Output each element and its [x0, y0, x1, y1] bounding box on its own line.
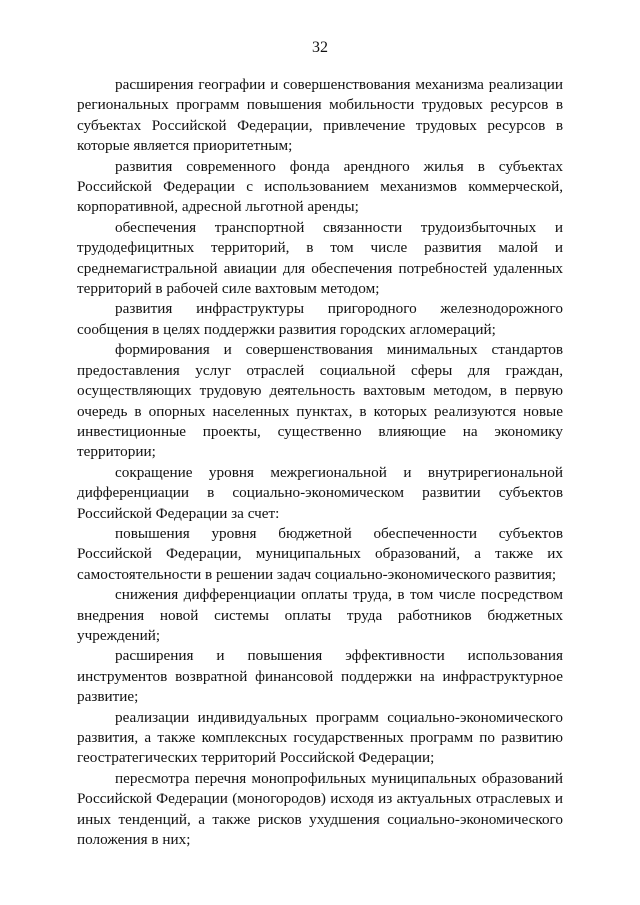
page-number: 32 [312, 39, 328, 56]
paragraph: расширения и повышения эффективности использования инструментов возвратной финансовой поддержки на инфраструктурное развитие; [77, 647, 563, 706]
paragraph: расширения географии и совершенствования механизма реализации региональных программ повышения мобильности трудовых ресурсов в субъектах Российской Федерации, привлечение трудовых ресурсов в которые является приоритетным; [77, 76, 563, 155]
paragraph: обеспечения транспортной связанности трудоизбыточных и трудодефицитных территорий, в том числе развития малой и среднемагистральной авиации для обеспечения потребностей удаленных территорий в рабочей силе вахтовым методом; [77, 218, 563, 298]
paragraph: формирования и совершенствования минимальных стандартов предоставления услуг отраслей социальной сферы для граждан, осуществляющих трудовую деятельность вахтовым методом, в первую очередь в опорных населенных пунктах, в которых реализуются новые инвестиционные проекты, существенно влияющие на экономику территории; [77, 341, 563, 461]
paragraph: пересмотра перечня монопрофильных муниципальных образований Российской Федерации (моногородов) исходя из актуальных отраслевых и иных тенденций, а также рисков ухудшения социально-экономического положения в них; [77, 769, 563, 849]
paragraph: повышения уровня бюджетной обеспеченности субъектов Российской Федерации, муниципальных образований, а также их самостоятельности в решении задач социально-экономического развития; [77, 524, 563, 583]
paragraph: сокращение уровня межрегиональной и внутрирегиональной дифференциации в социально-экономическом развитии субъектов Российской Федерации за счет: [77, 463, 563, 522]
paragraph: развития современного фонда арендного жилья в субъектах Российской Федерации с использованием механизмов коммерческой, корпоративной, адресной льготной аренды; [77, 157, 563, 216]
paragraph: снижения дифференциации оплаты труда, в том числе посредством внедрения новой системы оплаты труда работников бюджетных учреждений; [77, 586, 563, 644]
paragraph: развития инфраструктуры пригородного железнодорожного сообщения в целях поддержки развития городских агломераций; [77, 300, 563, 338]
document-body [77, 75, 563, 850]
paragraph: реализации индивидуальных программ социально-экономического развития, а также комплексных государственных программ по развитию геостратегических территорий Российской Федерации; [77, 708, 563, 767]
